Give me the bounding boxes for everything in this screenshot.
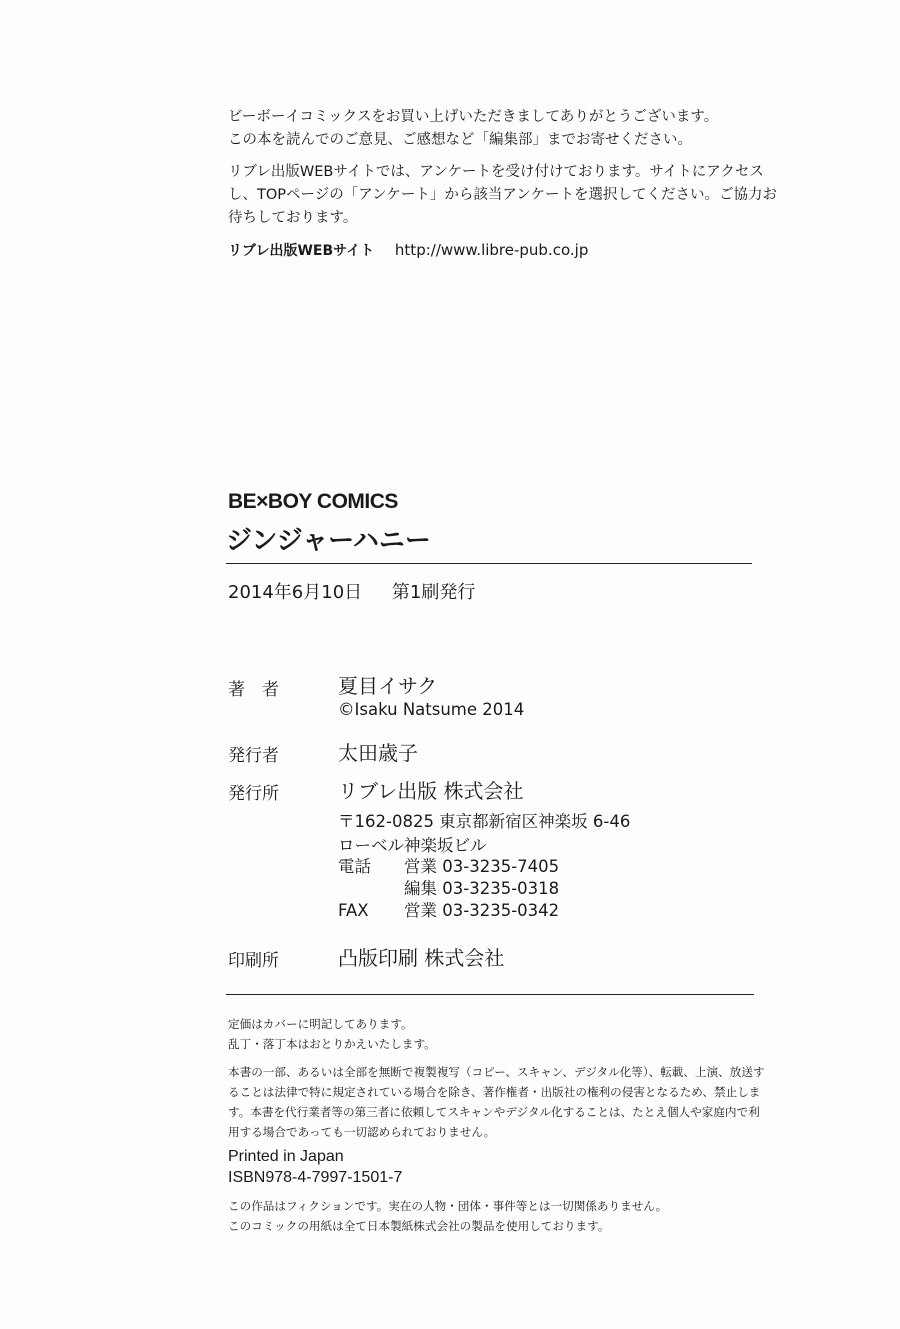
contact-number: 03-3235-7405 xyxy=(442,857,560,876)
contact-dept: 編集 xyxy=(404,879,437,898)
series-name: BE×BOY COMICS xyxy=(228,490,398,513)
website-row xyxy=(228,240,588,260)
contact-type xyxy=(338,878,404,900)
isbn: ISBN978-4-7997-1501-7 xyxy=(228,1169,403,1186)
printed-in: Printed in Japan xyxy=(228,1148,344,1165)
feedback-line: この本を読んでのご意見、ご感想など「編集部」までお寄せください。 xyxy=(228,132,692,148)
disclaimer-block xyxy=(228,1196,768,1236)
edition: 第1刷発行 xyxy=(391,582,476,603)
contact-dept: 営業 xyxy=(404,901,437,920)
website-url: http://www.libre-pub.co.jp xyxy=(394,241,589,259)
contact-row xyxy=(338,878,559,900)
publisher-name: リブレ出版 株式会社 xyxy=(338,779,524,803)
author-name: 夏目イサク xyxy=(338,674,438,698)
publisher-person: 太田歳子 xyxy=(338,741,418,765)
publication-date: 2014年6月10日 xyxy=(228,582,363,603)
survey-text: リブレ出版WEBサイトでは、アンケートを受け付けております。サイトにアクセスし、TOPページの「アンケート」から該当アンケートを選択してください。ご協力お待ちしております。 xyxy=(228,164,777,226)
contact-dept: 営業 xyxy=(404,857,437,876)
printing-info xyxy=(228,1146,402,1188)
author-label: 著 者 xyxy=(228,680,279,700)
contact-number: 03-3235-0342 xyxy=(442,901,560,920)
address-line-1: 〒162-0825 東京都新宿区神楽坂 6-46 xyxy=(338,812,631,831)
publisher-label: 発行所 xyxy=(228,784,279,804)
contact-type: FAX xyxy=(338,901,369,920)
copyright-line: ©Isaku Natsume 2014 xyxy=(338,700,525,719)
reader-thanks-block xyxy=(228,106,788,239)
notes-divider xyxy=(226,994,754,995)
notes-block xyxy=(228,1014,768,1150)
book-title: ジンジャーハニー xyxy=(226,526,431,556)
publisher-person-label: 発行者 xyxy=(228,746,279,766)
printer-label: 印刷所 xyxy=(228,951,279,971)
price-note: 定価はカバーに明記してあります。 xyxy=(228,1017,413,1031)
title-divider xyxy=(226,563,752,564)
contact-row xyxy=(338,900,559,922)
website-label: リブレ出版WEBサイト xyxy=(228,243,375,259)
contact-block xyxy=(338,856,559,922)
contact-type: 電話 xyxy=(338,857,371,876)
publication-date-row xyxy=(228,578,475,604)
contact-number: 03-3235-0318 xyxy=(442,879,560,898)
copyright-notice: 本書の一部、あるいは全部を無断で複製複写（コピー、スキャン、デジタル化等）、転載、上演、放送することは法律で特に規定されている場合を除き、著作権者・出版社の権利の侵害となるため、禁止します。本書を代行業者等の第三者に依頼してスキャンやデジタル化することは、たとえ個人や家庭内で利用する場合であっても一切認められておりません。 xyxy=(228,1065,765,1139)
defect-note: 乱丁・落丁本はおとりかえいたします。 xyxy=(228,1037,436,1051)
contact-row xyxy=(338,856,559,878)
thanks-line: ビーボーイコミックスをお買い上げいただきましてありがとうございます。 xyxy=(228,109,719,125)
address-line-2: ローベル神楽坂ビル xyxy=(338,836,487,855)
printer-name: 凸版印刷 株式会社 xyxy=(338,946,505,970)
paper-note: このコミックの用紙は全て日本製紙株式会社の製品を使用しております。 xyxy=(228,1219,610,1233)
fiction-disclaimer: この作品はフィクションです。実在の人物・団体・事件等とは一切関係ありません。 xyxy=(228,1199,668,1213)
